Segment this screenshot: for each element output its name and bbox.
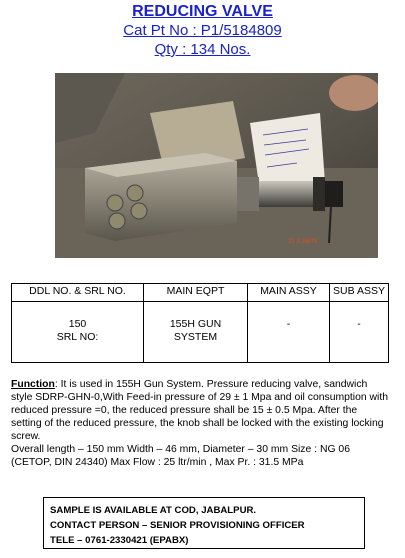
contact-box: [43, 497, 365, 549]
contact-phone: TELE – 0761-2330421 (EPABX): [50, 535, 189, 546]
ddl-number: 150: [68, 318, 87, 330]
eqpt-line2: SYSTEM: [173, 331, 218, 343]
header-ddl: DDL NO. & SRL NO.: [12, 284, 144, 302]
spec-table: [11, 283, 389, 363]
eqpt-line1: 155H GUN: [169, 318, 222, 330]
contact-person: CONTACT PERSON – SENIOR PROVISIONING OFFICER: [50, 520, 305, 531]
catalogue-part-number: Cat Pt No : P1/5184809: [123, 22, 282, 39]
header-main-assy: MAIN ASSY: [248, 284, 330, 302]
header-sub-assy: SUB ASSY: [330, 284, 389, 302]
sample-availability: SAMPLE IS AVAILABLE AT COD, JABALPUR.: [50, 505, 257, 516]
quantity: Qty : 134 Nos.: [154, 41, 251, 58]
cell-sub-assy: -: [330, 302, 389, 363]
srl-number: SRL NO:: [56, 331, 99, 343]
page-title: REDUCING VALVE: [132, 3, 273, 20]
function-description: [11, 378, 389, 469]
function-specs: Overall length – 150 mm Width – 46 mm, Diameter – 30 mm Size : NG 06 (CETOP, DIN 24340) Max Flow : 25 ltr/min , Max Pr. : 31.5 MPa: [11, 444, 350, 468]
cell-main-eqpt: [144, 302, 248, 363]
photo-timestamp: 21 3:26PM: [288, 239, 318, 245]
header-main-eqpt: MAIN EQPT: [144, 284, 248, 302]
function-label: Function: [11, 379, 55, 390]
cell-ddl: [12, 302, 144, 363]
valve-photo: [55, 73, 378, 258]
cell-main-assy: -: [248, 302, 330, 363]
function-text: : It is used in 155H Gun System. Pressure reducing valve, sandwich style SDRP-GHN-0,With Feed-in pressure of 29 ± 1 Mpa and oil consumption with reduced pressure =0, the reduced pressure shall be 15 ± 0.5 Mpa. After the setting of the reduced pressure, the knob shall be locked with the existing locking screw.: [11, 379, 389, 442]
